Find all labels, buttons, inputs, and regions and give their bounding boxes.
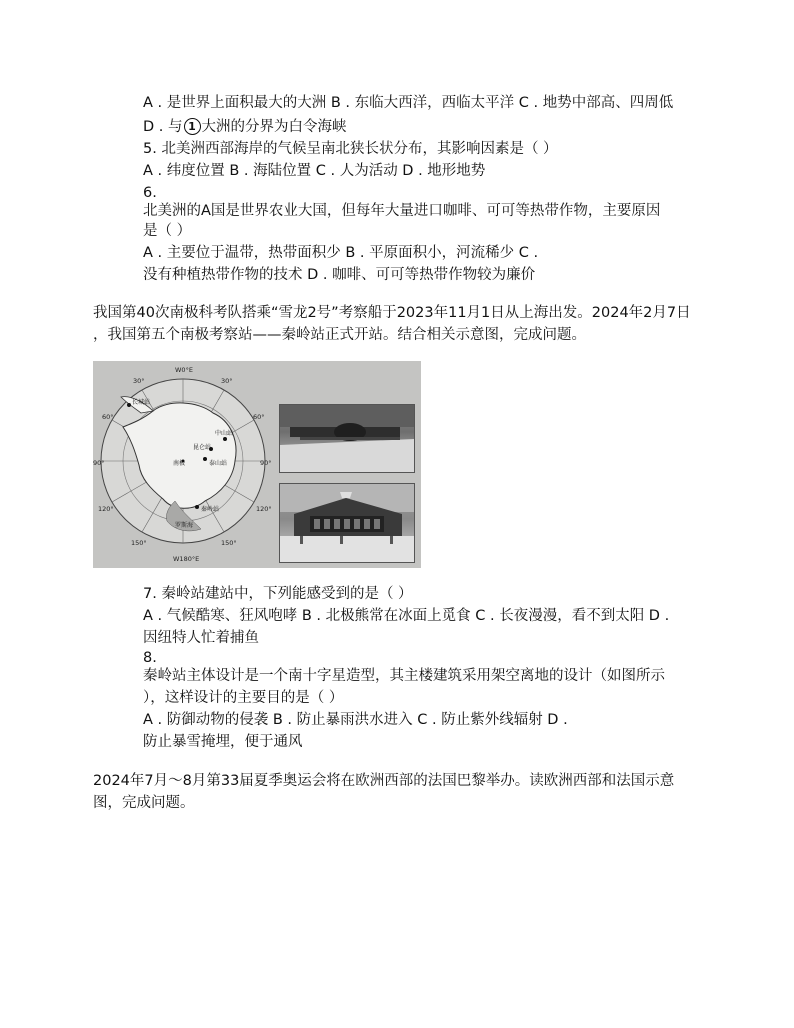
q5-stem: 5. 北美洲西部海岸的气候呈南北狭长状分布，其影响因素是（ ）	[143, 141, 558, 157]
q5-options: A . 纬度位置 B . 海陆位置 C . 人为活动 D . 地形地势	[143, 163, 486, 179]
map-label-150-right: 150°	[221, 539, 237, 547]
passage1-line2: ，我国第五个南极考察站——秦岭站正式开站。结合相关示意图，完成问题。	[93, 327, 586, 343]
map-label-120-right: 120°	[256, 505, 272, 513]
map-label-150-left: 150°	[131, 539, 147, 547]
q6-number: 6.	[143, 185, 157, 201]
q6-options-line1: A . 主要位于温带，热带面积少 B . 平原面积小，河流稀少 C .	[143, 245, 539, 261]
circled-number-marker: 1	[184, 118, 201, 135]
station-label-changcheng: 长城站	[132, 399, 151, 406]
station-aerial-photo	[279, 404, 415, 473]
q6-stem-line1: 北美洲的A国是世界农业大国，但每年大量进口咖啡、可可等热带作物，主要原因	[143, 203, 661, 219]
q4-options-line1: A . 是世界上面积最大的大洲 B . 东临大西洋，西临太平洋 C . 地势中部高、四周低	[143, 95, 674, 111]
map-label-bottom-meridian: W180°E	[173, 555, 200, 563]
q4-options-line2	[143, 117, 347, 137]
map-label-90-left: 90°	[93, 459, 105, 467]
station-label-qinling: 秦岭站	[201, 506, 220, 513]
map-label-30-left: 30°	[133, 377, 145, 385]
passage2-line1: 2024年7月～8月第33届夏季奥运会将在欧洲西部的法国巴黎举办。读欧洲西部和法国示意	[93, 773, 675, 789]
passage1-line1: 我国第40次南极科考队搭乘“雪龙2号”考察船于2023年11月1日从上海出发。2024年2月7日	[93, 305, 691, 321]
station-aerial-illustration	[280, 405, 414, 472]
q8-number: 8.	[143, 650, 157, 666]
antarctica-figure	[93, 361, 421, 568]
q8-stem-line2: ），这样设计的主要目的是（ ）	[143, 690, 344, 706]
station-label-kunlun: 昆仑站	[193, 444, 212, 451]
map-label-30-right: 30°	[221, 377, 233, 385]
q8-stem-line1: 秦岭站主体设计是一个南十字星造型，其主楼建筑采用架空离地的设计（如图所示	[143, 668, 665, 684]
station-front-illustration	[280, 484, 414, 562]
q8-options-line2: 防止暴雪掩埋，便于通风	[143, 734, 303, 750]
q8-options-line1: A . 防御动物的侵袭 B . 防止暴雨洪水进入 C . 防止紫外线辐射 D .	[143, 712, 568, 728]
sea-label-ross: 罗斯海	[175, 522, 194, 529]
q7-stem: 7. 秦岭站建站中，下列能感受到的是（ ）	[143, 586, 413, 602]
pole-label: 南极	[173, 460, 186, 467]
q7-options-line2: 因纽特人忙着捕鱼	[143, 630, 259, 646]
q6-options-line2: 没有种植热带作物的技术 D . 咖啡、可可等热带作物较为廉价	[143, 267, 536, 283]
q4-option-d-prefix: D . 与	[143, 119, 183, 135]
map-label-top-meridian: W0°E	[175, 366, 193, 374]
passage2-line2: 图，完成问题。	[93, 795, 195, 811]
map-label-60-left: 60°	[102, 413, 114, 421]
map-label-60-right: 60°	[253, 413, 265, 421]
q7-options-line1: A . 气候酷寒、狂风咆哮 B . 北极熊常在冰面上觅食 C . 长夜漫漫，看不到太阳 D .	[143, 608, 670, 624]
map-label-90-right: 90°	[260, 459, 272, 467]
station-label-taishan: 泰山站	[209, 460, 228, 467]
map-label-120-left: 120°	[98, 505, 114, 513]
q6-stem-line2: 是（ ）	[143, 223, 192, 239]
station-front-photo	[279, 483, 415, 563]
station-label-zhongshan: 中山站	[215, 430, 234, 437]
q4-option-d-suffix: 大洲的分界为白令海峡	[201, 119, 347, 135]
